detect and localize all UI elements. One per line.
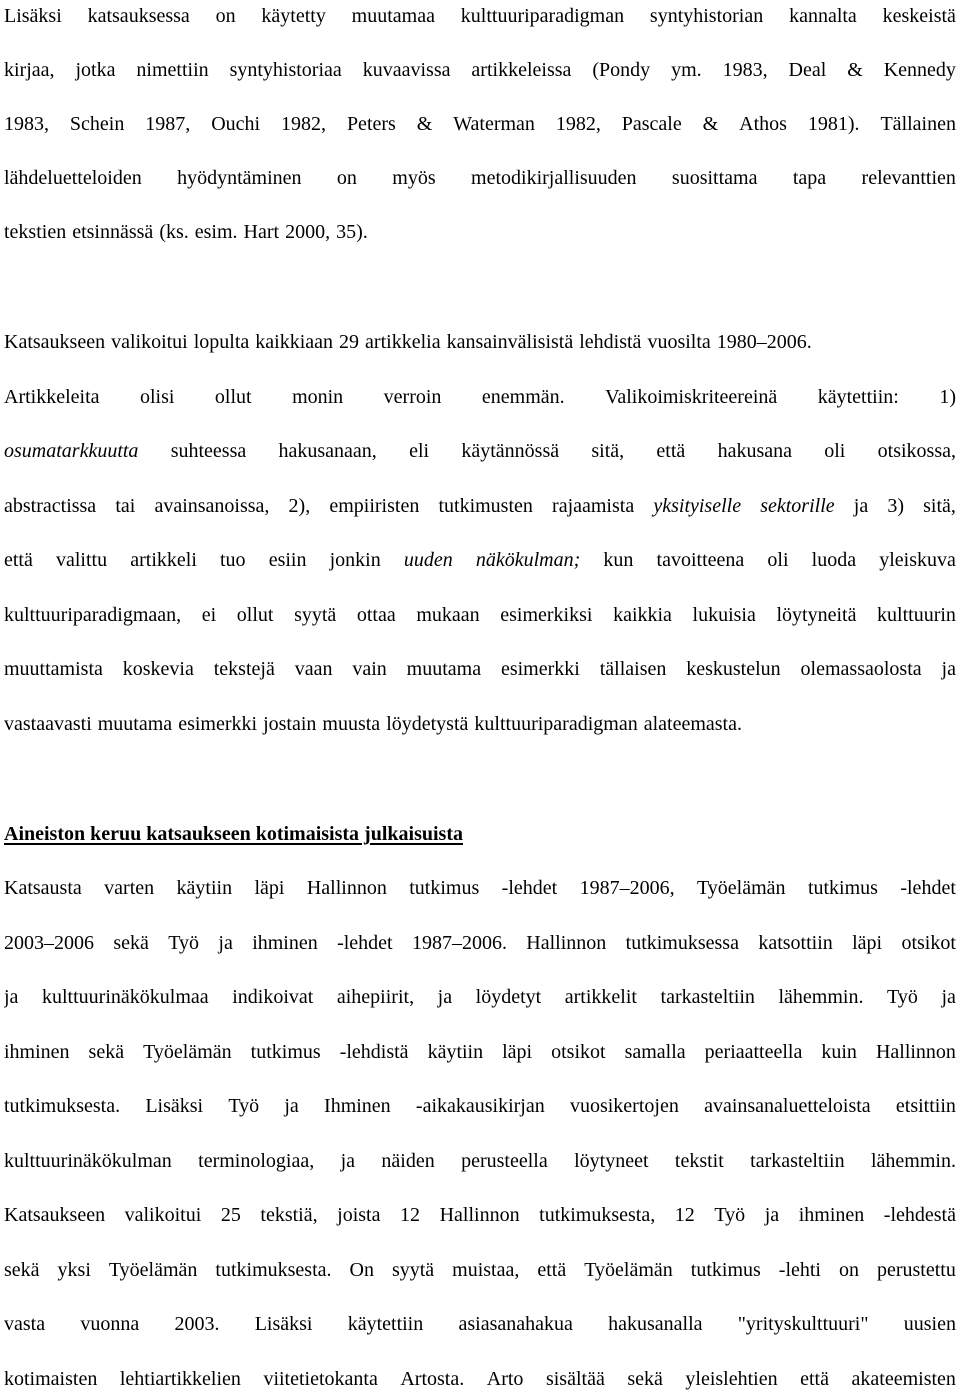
word: että — [800, 1368, 829, 1390]
text-line — [4, 1201, 956, 1229]
word: hakusana — [717, 440, 792, 462]
word: valittu — [56, 549, 108, 571]
word: kulttuuriparadigman — [460, 5, 625, 27]
word: artikkelit — [564, 986, 637, 1008]
word: joista — [337, 1204, 381, 1226]
word: & — [847, 59, 863, 81]
word: muistaa, — [452, 1259, 520, 1281]
word: tekstien — [4, 221, 67, 243]
word: 12 — [674, 1204, 695, 1226]
word: kannalta — [789, 5, 857, 27]
word: valikoitui — [111, 331, 188, 353]
word: tekstiä, — [260, 1204, 318, 1226]
word: ja — [284, 1095, 299, 1117]
word: muuttamista — [4, 658, 103, 680]
word: artikkeli — [130, 549, 197, 571]
word: kulttuurin — [877, 604, 956, 626]
text-line — [4, 2, 956, 30]
word: osumatarkkuutta — [4, 440, 139, 462]
word: uuden — [403, 549, 453, 571]
word: -lehdet — [501, 877, 558, 899]
word: muutamaa — [351, 5, 435, 27]
word: Hallinnon — [526, 932, 607, 954]
word: Artosta. — [400, 1368, 465, 1390]
word: -lehdet — [337, 932, 393, 954]
text-line — [4, 383, 956, 411]
word: Kennedy — [883, 59, 956, 81]
word: hakusanaan, — [278, 440, 377, 462]
word: syntyhistorian — [649, 5, 764, 27]
word: ottaa — [356, 604, 396, 626]
word: -lehdestä — [883, 1204, 956, 1226]
word: varten — [104, 877, 155, 899]
text-line — [4, 437, 956, 465]
word: suhteessa — [170, 440, 247, 462]
word: otsikot — [551, 1041, 606, 1063]
word: läpi — [502, 1041, 533, 1063]
word: vasta — [4, 1313, 46, 1335]
word: vastaavasti — [4, 713, 92, 735]
word: artikkelia — [365, 331, 441, 353]
word: 1982, — [555, 113, 601, 135]
word: 29 — [339, 331, 360, 353]
word: 1987, — [145, 113, 191, 135]
word: käytetty — [261, 5, 326, 27]
text-line — [4, 164, 956, 192]
text-line — [4, 874, 956, 902]
word: 1987–2006. — [411, 932, 507, 954]
word: Työelämän — [108, 1259, 198, 1281]
word: Artikkeleita — [4, 386, 100, 408]
word: 2003. — [174, 1313, 220, 1335]
text-line — [4, 1365, 956, 1393]
word: hakusanalla — [608, 1313, 703, 1335]
word: On — [349, 1259, 374, 1281]
word: käytettiin: — [817, 386, 899, 408]
word: on — [838, 1259, 859, 1281]
word: Katsaukseen — [4, 1204, 106, 1226]
word: avainsanoissa, — [154, 495, 270, 517]
word: lehdistä — [579, 331, 642, 353]
word: nimettiin — [136, 59, 209, 81]
word: esim. — [194, 221, 238, 243]
word: lopulta — [193, 331, 250, 353]
word: tutkimuksesta. — [4, 1095, 121, 1117]
word: -aikakausikirjan — [415, 1095, 545, 1117]
word: tapa — [792, 167, 827, 189]
section-heading: Aineiston keruu katsaukseen kotimaisista julkaisuista — [4, 823, 463, 845]
word: viitetietokanta — [263, 1368, 378, 1390]
word: läpi — [254, 877, 285, 899]
word: luoda — [811, 549, 857, 571]
word: ja — [218, 932, 233, 954]
word: ihminen — [252, 932, 318, 954]
word: Lisäksi — [4, 5, 62, 27]
word: käytiin — [176, 877, 233, 899]
text-line — [4, 655, 956, 683]
word: 25 — [220, 1204, 241, 1226]
word: olisi — [140, 386, 175, 408]
word: tarkasteltiin — [660, 986, 755, 1008]
word: Arto — [486, 1368, 524, 1390]
text-line — [4, 546, 956, 574]
word: on — [336, 167, 357, 189]
word: muutama — [406, 658, 482, 680]
word: vain — [352, 658, 387, 680]
word: tutkimus — [807, 877, 878, 899]
word: Hallinnon — [439, 1204, 520, 1226]
word: verroin — [383, 386, 442, 408]
text-line — [4, 1310, 956, 1338]
word: kaikkia — [613, 604, 672, 626]
word: näkökulman; — [475, 549, 581, 571]
word: tutkimuksesta, — [539, 1204, 656, 1226]
word: oli — [824, 440, 846, 462]
word: esimerkiksi — [500, 604, 593, 626]
word: "yrityskulttuuri" — [737, 1313, 869, 1335]
word: 2003–2006 — [4, 932, 94, 954]
word: ja — [340, 1150, 356, 1172]
word: otsikot — [901, 932, 956, 954]
word: 1983, — [722, 59, 768, 81]
word: kuin — [821, 1041, 857, 1063]
word: Työelämän — [143, 1041, 232, 1063]
word: käytettiin — [347, 1313, 424, 1335]
word: syntyhistoriaa — [229, 59, 342, 81]
word: ja — [4, 986, 19, 1008]
word: kun — [603, 549, 634, 571]
word: (ks. — [159, 221, 189, 243]
word: olemassaolosta — [800, 658, 922, 680]
word: etsinnässä — [72, 221, 154, 243]
text-line — [4, 1092, 956, 1120]
word: lähdeluetteloiden — [4, 167, 142, 189]
word: että — [537, 1259, 567, 1281]
word: 2000, — [285, 221, 331, 243]
word: syytä — [391, 1259, 435, 1281]
word: Hart — [243, 221, 280, 243]
word: Valikoimiskriteereinä — [605, 386, 778, 408]
word: löytyneitä — [776, 604, 857, 626]
word: vuosilta — [647, 331, 711, 353]
word: yksi — [57, 1259, 91, 1281]
word: ym. — [671, 59, 702, 81]
word: Hallinnon — [875, 1041, 956, 1063]
word: alateemasta. — [643, 713, 742, 735]
word: rajaamista — [552, 495, 635, 517]
word: Ouchi — [211, 113, 261, 135]
word: keskeistä — [882, 5, 956, 27]
word: tekstit — [674, 1150, 724, 1172]
word: 1980–2006. — [716, 331, 812, 353]
word: -lehdet — [900, 877, 956, 899]
word: keskustelun — [686, 658, 781, 680]
word: Lisäksi — [145, 1095, 204, 1117]
word: Pascale — [621, 113, 682, 135]
word: 1983, — [4, 113, 49, 135]
word: löytyneet — [574, 1150, 649, 1172]
word: löydetyt — [475, 986, 542, 1008]
word: 3) — [887, 495, 904, 517]
word: -lehti — [778, 1259, 821, 1281]
word: 1982, — [281, 113, 327, 135]
word: & — [702, 113, 719, 135]
word: Työ — [887, 986, 918, 1008]
word: sisältää — [545, 1368, 605, 1390]
word: kulttuurinäkökulmaa — [42, 986, 209, 1008]
word: Hallinnon — [306, 877, 387, 899]
word: käytännössä — [461, 440, 560, 462]
word: (Pondy — [592, 59, 651, 81]
word: ja — [941, 986, 956, 1008]
word: tekstejä — [213, 658, 275, 680]
word: kulttuuriparadigmaan, — [4, 604, 182, 626]
word: akateemisten — [851, 1368, 956, 1390]
word: avainsanaluetteloista — [704, 1095, 871, 1117]
word: läpi — [852, 932, 883, 954]
word: sekä — [88, 1041, 125, 1063]
word: ollut — [236, 604, 274, 626]
word: Waterman — [453, 113, 535, 135]
word: kaikkiaan — [255, 331, 334, 353]
word: samalla — [624, 1041, 686, 1063]
word: ei — [201, 604, 217, 626]
word: Deal — [788, 59, 827, 81]
word: tutkimuksesta. — [215, 1259, 332, 1281]
word: suosittama — [671, 167, 758, 189]
word: terminologiaa, — [198, 1150, 315, 1172]
word: perustettu — [876, 1259, 956, 1281]
word: empiiristen — [329, 495, 420, 517]
word: kulttuuriparadigman — [474, 713, 638, 735]
word: 2), — [288, 495, 311, 517]
word: Peters — [346, 113, 396, 135]
word: asiasanahakua — [458, 1313, 573, 1335]
word: tarkasteltiin — [750, 1150, 845, 1172]
word: -lehdistä — [339, 1041, 409, 1063]
word: artikkeleissa — [471, 59, 572, 81]
word: eli — [409, 440, 430, 462]
word: vaan — [294, 658, 333, 680]
word: ollut — [214, 386, 252, 408]
word: ja — [941, 658, 956, 680]
word: Katsaukseen — [4, 331, 106, 353]
word: jotka — [75, 59, 116, 81]
word: monin — [292, 386, 344, 408]
word: sektorille — [760, 495, 835, 517]
word: hyödyntäminen — [177, 167, 302, 189]
word: Ihminen — [324, 1095, 391, 1117]
word: ja — [853, 495, 869, 517]
text-line — [4, 56, 956, 84]
word: tutkimuksessa — [625, 932, 739, 954]
word: enemmän. — [481, 386, 565, 408]
word: että — [4, 549, 33, 571]
word: ihminen — [4, 1041, 70, 1063]
word: Työ — [228, 1095, 260, 1117]
text-line — [4, 328, 956, 356]
word: sekä — [113, 932, 149, 954]
word: periaatteella — [704, 1041, 803, 1063]
word: lehtiartikkelien — [119, 1368, 241, 1390]
word: näiden — [381, 1150, 435, 1172]
word: vuonna — [80, 1313, 140, 1335]
word: löydetystä — [386, 713, 469, 735]
word: etsittiin — [895, 1095, 956, 1117]
word: jonkin — [329, 549, 381, 571]
word: kuvaavissa — [362, 59, 451, 81]
word: Tällainen — [880, 113, 956, 135]
word: tutkimus — [409, 877, 480, 899]
word: abstractissa — [4, 495, 97, 517]
word: tällaisen — [599, 658, 667, 680]
word: valikoitui — [124, 1204, 202, 1226]
word: relevanttien — [861, 167, 956, 189]
word: otsikossa, — [877, 440, 956, 462]
word: tutkimus — [250, 1041, 321, 1063]
word: jostain — [263, 713, 317, 735]
text-line — [4, 492, 956, 520]
word: yksityiselle — [653, 495, 742, 517]
word: muusta — [322, 713, 381, 735]
word: katsauksessa — [87, 5, 190, 27]
word: esiin — [268, 549, 307, 571]
word: sitä, — [591, 440, 625, 462]
word: lukuisia — [692, 604, 756, 626]
word: 35). — [336, 221, 368, 243]
text-line — [4, 1147, 956, 1175]
word: kirjaa, — [4, 59, 55, 81]
word: aihepiirit, — [336, 986, 415, 1008]
word: 1) — [939, 386, 956, 408]
word: 12 — [400, 1204, 421, 1226]
word: uusien — [903, 1313, 956, 1335]
word: mukaan — [416, 604, 480, 626]
word: ihminen — [798, 1204, 865, 1226]
word: perusteella — [461, 1150, 548, 1172]
word: oli — [767, 549, 789, 571]
text-line — [4, 1256, 956, 1284]
word: kulttuurinäkökulman — [4, 1150, 172, 1172]
word: ja — [437, 986, 453, 1008]
word: tavoitteena — [656, 549, 745, 571]
word: tai — [115, 495, 136, 517]
word: syytä — [294, 604, 337, 626]
word: yleislehtien — [685, 1368, 778, 1390]
word: Lisäksi — [254, 1313, 313, 1335]
word: tutkimusten — [438, 495, 533, 517]
word: yleiskuva — [879, 549, 956, 571]
word: Työ — [714, 1204, 746, 1226]
word: että — [656, 440, 686, 462]
word: Työelämän — [584, 1259, 673, 1281]
word: sitä, — [923, 495, 956, 517]
word: kansainvälisistä — [446, 331, 574, 353]
word: Työ — [168, 932, 200, 954]
word: lähemmin. — [870, 1150, 956, 1172]
word: käytiin — [427, 1041, 484, 1063]
word: indikoivat — [232, 986, 314, 1008]
word: tutkimus — [690, 1259, 761, 1281]
word: sekä — [4, 1259, 40, 1281]
word: lähemmin. — [778, 986, 864, 1008]
text-line — [4, 1038, 956, 1066]
word: Schein — [69, 113, 125, 135]
word: 1987–2006, — [579, 877, 675, 899]
word: on — [215, 5, 236, 27]
word: kotimaisten — [4, 1368, 98, 1390]
word: & — [416, 113, 433, 135]
text-line — [4, 601, 956, 629]
word: katsottiin — [758, 932, 833, 954]
text-line — [4, 983, 956, 1011]
word: Athos — [739, 113, 787, 135]
text-line — [4, 710, 956, 738]
text-line — [4, 110, 956, 138]
word: myös — [392, 167, 436, 189]
text-line — [4, 929, 956, 957]
word: esimerkki — [500, 658, 580, 680]
word: Katsausta — [4, 877, 82, 899]
word: tuo — [220, 549, 246, 571]
text-line — [4, 218, 956, 246]
word: koskevia — [122, 658, 194, 680]
word: muutama — [97, 713, 173, 735]
word: esimerkki — [178, 713, 258, 735]
word: ja — [764, 1204, 780, 1226]
word: metodikirjallisuuden — [471, 167, 637, 189]
word: sekä — [627, 1368, 663, 1390]
word: vuosikertojen — [569, 1095, 679, 1117]
word: 1981). — [807, 113, 860, 135]
word: Työelämän — [696, 877, 786, 899]
